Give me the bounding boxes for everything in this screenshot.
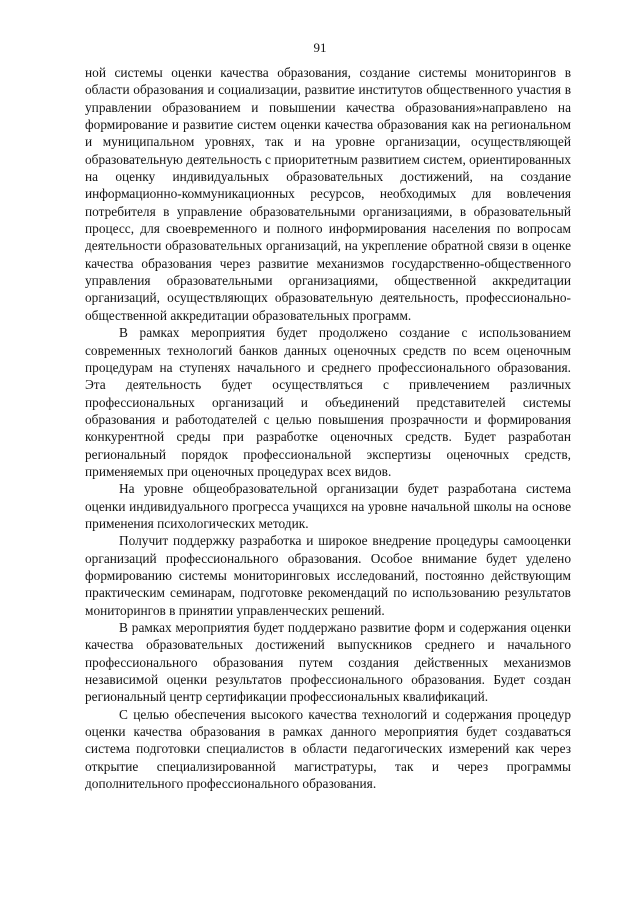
page-number: 91 bbox=[313, 40, 327, 55]
paragraph-1: ной системы оценки качества образования, создание системы мониторингов в области образования и социализации, развитие институтов общественного участия в управлении образованием и повышении качества образования»направлено на формирование и развитие систем оценки качества образования как на региональном и муниципальном уровнях, так и на уровне организации, осуществляющей образовательную деятельность с приоритетным развитием систем, ориентированных на оценку индивидуальных образовательных достижений, на создание информационно-коммуникационных ресурсов, необходимых для вовлечения потребителя в управление образовательными организациями, в образовательный процесс, для своевременного и полного информирования населения по вопросам деятельности образовательных организаций, на укрепление обратной связи в оценке качества образования через развитие механизмов государственно-общественного управления образовательными организациями, общественной аккредитации организаций, осуществляющих образовательную деятельность, профессионально-общественной аккредитации образовательных программ. bbox=[85, 65, 571, 323]
paragraph-4: Получит поддержку разработка и широкое внедрение процедуры самооценки организаций профессионального образования. Особое внимание будет уделено формированию системы мониторинговых исследований, постоянно действующим практическим семинарам, подготовке рекомендаций по использованию результатов мониторингов в принятии управленческих решений. bbox=[85, 533, 571, 618]
paragraph-6: С целью обеспечения высокого качества технологий и содержания процедур оценки качества образования в рамках данного мероприятия будет создаваться система подготовки специалистов в области педагогических измерений как через открытие специализированной магистратуры, так и через программы дополнительного профессионального образования. bbox=[85, 706, 571, 792]
paragraph-3: На уровне общеобразовательной организации будет разработана система оценки индивидуального прогресса учащихся на уровне начальной школы на основе применения психологических методик. bbox=[85, 481, 571, 531]
paragraph-2: В рамках мероприятия будет продолжено создание с использованием современных технологий банков данных оценочных средств по всем оценочным процедурам на ступенях начального и среднего профессионального образования. Эта деятельность будет осуществляться с привлечением различных профессиональных организаций и объединений представителей системы образования и работодателей с целью повышения прозрачности и формирования конкурентной среды при разработке оценочных средств. Будет разработан региональный порядок профессиональной экспертизы оценочных средств, применяемых при оценочных процедурах всех видов. bbox=[85, 325, 571, 479]
paragraph-5: В рамках мероприятия будет поддержано развитие форм и содержания оценки качества образовательных достижений выпускников среднего и начального профессионального образования путем создания действенных механизмов независимой оценки результатов профессионального образования. Будет создан региональный центр сертификации профессиональных квалификаций. bbox=[85, 620, 571, 705]
text-body bbox=[85, 64, 571, 792]
